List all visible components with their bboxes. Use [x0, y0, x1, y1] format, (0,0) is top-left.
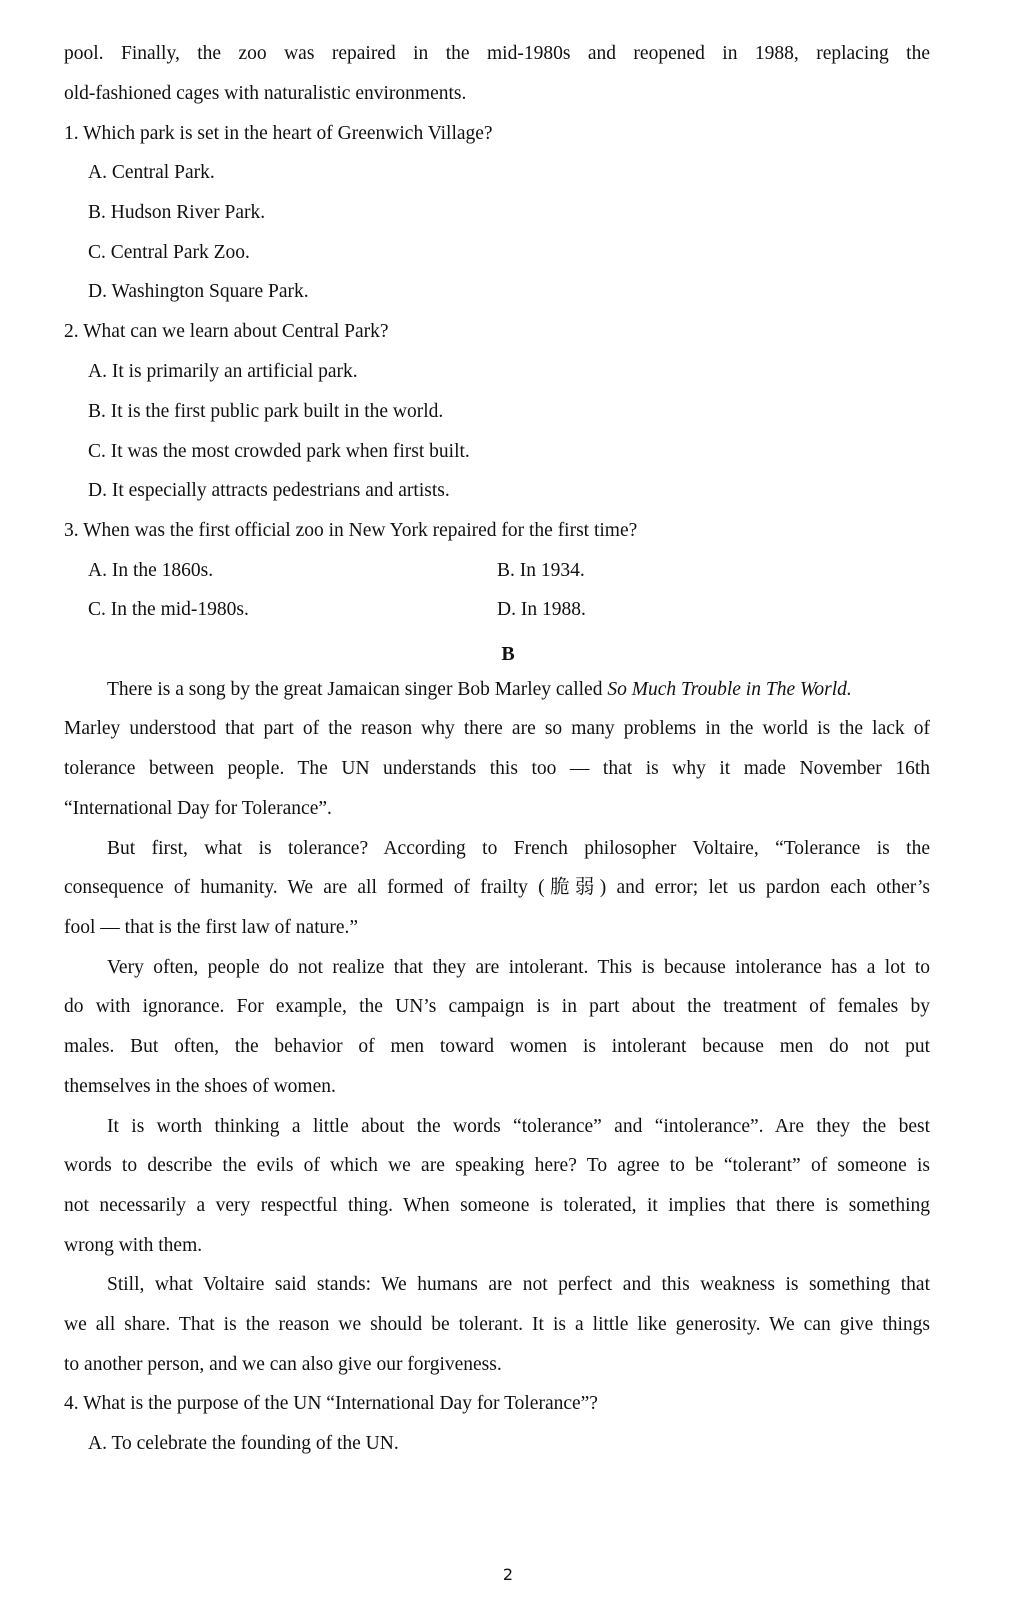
- paragraph-4-line: wrong with them.: [64, 1235, 203, 1256]
- paragraph-2-line: But first, what is tolerance? According to French philosopher Voltaire, “Tolerance is the: [107, 838, 930, 859]
- paragraph-2-line: consequence of humanity. We are all formed of frailty (脆弱) and error; let us pardon each other’s: [64, 877, 930, 898]
- question-1-option-d: D. Washington Square Park.: [88, 281, 309, 302]
- song-title: So Much Trouble in The World.: [607, 679, 852, 700]
- question-1-stem: 1. Which park is set in the heart of Greenwich Village?: [64, 123, 493, 144]
- paragraph-4-line: not necessarily a very respectful thing. When someone is tolerated, it implies that there is something: [64, 1195, 930, 1216]
- question-2-option-b: B. It is the first public park built in the world.: [88, 401, 444, 422]
- paragraph-3-line: Very often, people do not realize that they are intolerant. This is because intolerance has a lot to: [107, 957, 930, 978]
- question-2-stem: 2. What can we learn about Central Park?: [64, 321, 389, 342]
- paragraph-4-line: words to describe the evils of which we are speaking here? To agree to be “tolerant” of someone is: [64, 1155, 930, 1176]
- intro-line: old-fashioned cages with naturalistic environments.: [64, 83, 467, 104]
- paragraph-3-line: males. But often, the behavior of men toward women is intolerant because men do not put: [64, 1036, 930, 1057]
- paragraph-2-line: fool — that is the first law of nature.”: [64, 917, 359, 938]
- intro-line: pool. Finally, the zoo was repaired in the mid-1980s and reopened in 1988, replacing the: [64, 43, 930, 64]
- question-3-option-c: C. In the mid-1980s.: [88, 599, 249, 620]
- paragraph-5-line: to another person, and we can also give our forgiveness.: [64, 1354, 502, 1375]
- question-3-option-a: A. In the 1860s.: [88, 560, 214, 581]
- question-2-option-d: D. It especially attracts pedestrians and artists.: [88, 480, 450, 501]
- question-2-option-c: C. It was the most crowded park when first built.: [88, 441, 470, 462]
- question-4-option-a: A. To celebrate the founding of the UN.: [88, 1433, 399, 1454]
- section-heading: B: [501, 643, 515, 665]
- question-3-option-d: D. In 1988.: [497, 599, 586, 620]
- paragraph-1-text: There is a song by the great Jamaican singer Bob Marley called: [107, 679, 608, 700]
- question-2-option-a: A. It is primarily an artificial park.: [88, 361, 358, 382]
- question-3-stem: 3. When was the first official zoo in New York repaired for the first time?: [64, 520, 638, 541]
- question-1-option-b: B. Hudson River Park.: [88, 202, 266, 223]
- paragraph-1-line: Marley understood that part of the reason why there are so many problems in the world is the lack of: [64, 718, 930, 739]
- paragraph-1-line: [107, 678, 930, 702]
- paragraph-1-line: tolerance between people. The UN understands this too — that is why it made November 16th: [64, 758, 930, 779]
- question-1-option-c: C. Central Park Zoo.: [88, 242, 250, 263]
- question-1-option-a: A. Central Park.: [88, 162, 215, 183]
- paragraph-5-line: we all share. That is the reason we should be tolerant. It is a little like generosity. We can give things: [64, 1314, 930, 1335]
- paragraph-1-line: “International Day for Tolerance”.: [64, 798, 332, 819]
- page-number: 2: [502, 1565, 514, 1584]
- paragraph-3-line: do with ignorance. For example, the UN’s campaign is in part about the treatment of females by: [64, 996, 930, 1017]
- paragraph-5-line: Still, what Voltaire said stands: We humans are not perfect and this weakness is something that: [107, 1274, 930, 1295]
- paragraph-3-line: themselves in the shoes of women.: [64, 1076, 336, 1097]
- question-4-stem: 4. What is the purpose of the UN “International Day for Tolerance”?: [64, 1393, 598, 1414]
- paragraph-4-line: It is worth thinking a little about the words “tolerance” and “intolerance”. Are they the best: [107, 1116, 930, 1137]
- question-3-option-b: B. In 1934.: [497, 560, 585, 581]
